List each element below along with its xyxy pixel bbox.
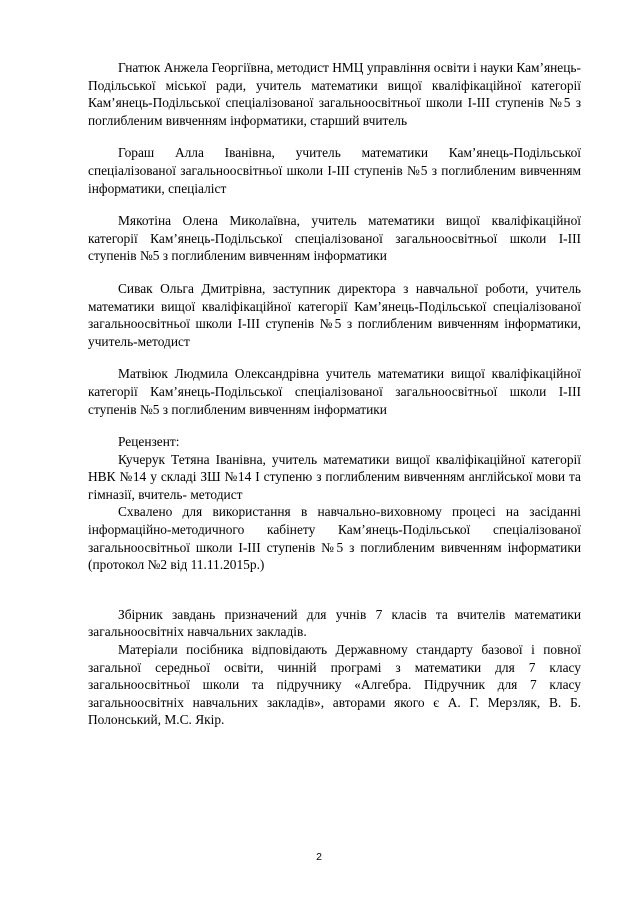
author-entry: Мякотіна Олена Миколаївна, учитель математики вищої кваліфікаційної категорії Кам’янець-Подільської спеціалізованої загальноосвітньої школи І-ІІІ ступенів №5 з поглибленим вивченням інформатики <box>88 213 581 264</box>
author-entry: Сивак Ольга Дмитрівна, заступник директора з навчальної роботи, учитель математики вищої кваліфікаційної категорії Кам’янець-Подільської спеціалізованої загальноосвітньої школи І-ІІІ ступенів №5 з поглибленим вивченням інформатики, учитель-методист <box>88 280 581 349</box>
description-paragraph: Матеріали посібника відповідають Державному стандарту базової і повної загальної середньої освіти, чинній програмі з математики для 7 класу загальноосвітньої школи та підручнику «Алгебра. Підручник для 7 класу загальноосвітніх навчальних закладів», авторами якого є А. Г. Мерзляк, В. Б. Полонський, М.С. Якір. <box>88 642 581 728</box>
author-entry: Матвіюк Людмила Олександрівна учитель математики вищої кваліфікаційної категорії Кам’янець-Подільської спеціалізованої загальноосвітньої школи І-ІІІ ступенів №5 з поглибленим вивченням інформатики <box>88 366 581 417</box>
approval-text: Схвалено для використання в навчально-виховному процесі на засіданні інформаційно-методичного кабінету Кам’янець-Подільської спеціалізованої загальноосвітньої школи І-ІІІ ступенів №5 з поглибленим вивченням інформатики (протокол №2 від 11.11.2015р.) <box>88 504 581 573</box>
author-entry: Гораш Алла Іванівна, учитель математики Кам’янець-Подільської спеціалізованої загальноосвітньої школи І-ІІІ ступенів №5 з поглибленим вивченням інформатики, спеціаліст <box>88 145 581 196</box>
page-number: 2 <box>316 851 322 863</box>
author-entry: Гнатюк Анжела Георгіївна, методист НМЦ управління освіти і науки Кам’янець-Подільської міської ради, учитель математики вищої кваліфікаційної категорії Кам’янець-Подільської спеціалізованої загальноосвітньої школи І-ІІІ ступенів №5 з поглибленим вивченням інформатики, старший вчитель <box>88 60 581 128</box>
description-paragraph: Збірник завдань призначений для учнів 7 класів та вчителів математики загальноосвітніх навчальних закладів. <box>88 606 581 640</box>
page-content <box>88 59 581 729</box>
reviewer-heading: Рецензент: <box>118 434 180 450</box>
reviewer-text: Кучерук Тетяна Іванівна, учитель математики вищої кваліфікаційної категорії НВК №14 у складі ЗШ №14 І ступеню з поглибленим вивченням англійської мови та гімназії, вчитель- методист <box>88 451 581 502</box>
